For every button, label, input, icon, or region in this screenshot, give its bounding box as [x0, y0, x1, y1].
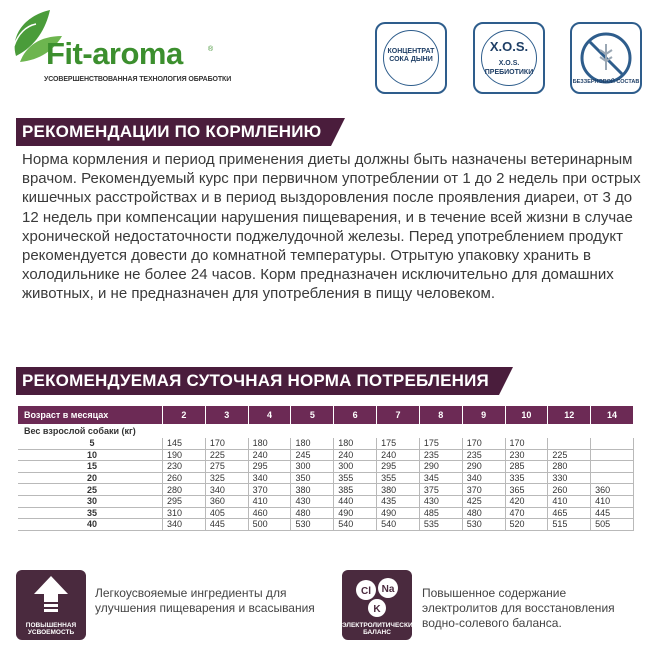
digestibility-text: Легкоусвояемые ингредиенты для улучшения пищеварения и всасывания	[95, 586, 315, 615]
table-header-row	[18, 406, 634, 424]
weight-cell: 10	[18, 449, 163, 461]
daily-norm-table	[18, 406, 634, 531]
norm-value-cell: 540	[377, 519, 420, 531]
norm-value-cell: 430	[419, 495, 462, 507]
norm-value-cell: 335	[505, 472, 548, 484]
norm-value-cell: 445	[205, 519, 248, 531]
badge-xos-line3: ПРЕБИОТИКИ	[484, 69, 534, 76]
feeding-text: Норма кормления и период применения диеты должны быть назначены ветеринарным врачом. Рекомендуемый курс при первичном употреблении от 1 до 2 недель при острых кишечных расстройствах и в период выздоровления после проявления диареи, от 3 до 12 недель при компенсации нарушения пищеварения, и в течение всей жизни в случае хронической недостаточности поджелудочной железы. Перед употреблением продукт рекомендуется довести до комнатной температуры. Отрытую упаковку хранить в холодильнике не более 24 часов. Корм предназначен исключительно для домашних животных, и не предназначен для употребления в пищу человеком.	[22, 151, 641, 303]
month-header: 14	[591, 406, 634, 424]
norm-value-cell: 235	[462, 449, 505, 461]
norm-value-cell: 435	[377, 495, 420, 507]
weight-cell: 25	[18, 484, 163, 496]
norm-value-cell: 540	[334, 519, 377, 531]
norm-value-cell: 295	[248, 461, 291, 473]
norm-value-cell: 190	[163, 449, 206, 461]
weight-cell: 40	[18, 519, 163, 531]
badge-xos-title: X.O.S.	[489, 39, 529, 54]
norm-value-cell: 260	[548, 484, 591, 496]
norm-value-cell: 240	[248, 449, 291, 461]
norm-value-cell: 410	[548, 495, 591, 507]
norm-value-cell: 280	[163, 484, 206, 496]
table-row	[18, 507, 634, 519]
electrolyte-text: Повышенное содержание электролитов для восстановления водно-солевого баланса.	[422, 586, 615, 630]
weight-label: Вес взрослой собаки (кг)	[24, 426, 136, 436]
norm-value-cell: 445	[591, 507, 634, 519]
norm-value-cell: 505	[591, 519, 634, 531]
month-header: 5	[291, 406, 334, 424]
weight-cell: 5	[18, 438, 163, 449]
norm-value-cell: 340	[248, 472, 291, 484]
norm-value-cell: 360	[591, 484, 634, 496]
weight-cell: 15	[18, 461, 163, 473]
month-header: 3	[205, 406, 248, 424]
norm-value-cell: 355	[334, 472, 377, 484]
norm-value-cell: 300	[334, 461, 377, 473]
age-label: Возраст в месяцах	[18, 406, 163, 424]
norm-value-cell: 295	[377, 461, 420, 473]
norm-value-cell: 370	[462, 484, 505, 496]
brand-logo	[6, 6, 232, 86]
norm-value-cell: 245	[291, 449, 334, 461]
feeding-section-title: РЕКОМЕНДАЦИИ ПО КОРМЛЕНИЮ	[16, 118, 331, 146]
norm-value-cell: 530	[462, 519, 505, 531]
norm-value-cell	[591, 449, 634, 461]
norm-value-cell: 480	[462, 507, 505, 519]
norm-value-cell: 410	[591, 495, 634, 507]
norm-value-cell: 410	[248, 495, 291, 507]
norm-value-cell: 385	[334, 484, 377, 496]
norm-value-cell: 465	[548, 507, 591, 519]
norm-value-cell: 145	[163, 438, 206, 449]
table-row	[18, 438, 634, 449]
table-row	[18, 484, 634, 496]
month-header: 6	[334, 406, 377, 424]
norm-value-cell: 225	[548, 449, 591, 461]
norm-value-cell	[591, 438, 634, 449]
norm-value-cell: 260	[163, 472, 206, 484]
badge-grain-free-label: БЕЗЗЕРНОВОЙ СОСТАВ	[572, 79, 640, 85]
norm-value-cell: 240	[377, 449, 420, 461]
norm-value-cell: 355	[377, 472, 420, 484]
digestibility-badge	[16, 570, 86, 640]
month-header: 12	[548, 406, 591, 424]
norm-value-cell: 380	[291, 484, 334, 496]
norm-value-cell: 490	[377, 507, 420, 519]
month-header: 7	[377, 406, 420, 424]
norm-value-cell: 480	[291, 507, 334, 519]
norm-value-cell: 515	[548, 519, 591, 531]
norm-value-cell	[591, 461, 634, 473]
norm-value-cell: 310	[163, 507, 206, 519]
weight-cell: 35	[18, 507, 163, 519]
norm-value-cell: 170	[205, 438, 248, 449]
electrolyte-label: ЭЛЕКТРОЛИТИЧЕСКИЙ БАЛАНС	[342, 622, 418, 636]
table-row	[18, 472, 634, 484]
norm-value-cell: 430	[291, 495, 334, 507]
chem-cl: Cl	[361, 586, 371, 597]
badge-xos-prebiotics	[473, 22, 545, 94]
badge-xos-line2: X.O.S.	[498, 60, 520, 67]
norm-value-cell: 365	[505, 484, 548, 496]
norm-value-cell: 235	[419, 449, 462, 461]
badge-melon-line2: СОКА ДЫНИ	[389, 56, 433, 63]
table-row	[18, 449, 634, 461]
norm-value-cell: 170	[462, 438, 505, 449]
norm-value-cell: 535	[419, 519, 462, 531]
badge-grain-free	[570, 22, 642, 94]
norm-value-cell: 530	[291, 519, 334, 531]
norm-value-cell: 175	[419, 438, 462, 449]
table-row	[18, 495, 634, 507]
norm-value-cell: 340	[205, 484, 248, 496]
norm-value-cell	[591, 472, 634, 484]
norm-value-cell: 380	[377, 484, 420, 496]
norm-value-cell: 340	[462, 472, 505, 484]
table-row	[18, 519, 634, 531]
chem-na: Na	[381, 584, 395, 595]
table-row	[18, 461, 634, 473]
logo-wordmark: Fit-aroma	[46, 36, 183, 71]
norm-value-cell: 325	[205, 472, 248, 484]
norm-value-cell: 230	[505, 449, 548, 461]
badge-melon-juice	[375, 22, 447, 94]
badge-melon-line1: КОНЦЕНТРАТ	[387, 48, 435, 55]
norm-value-cell: 375	[419, 484, 462, 496]
electrolyte-molecule-icon	[342, 572, 412, 624]
norm-value-cell: 470	[505, 507, 548, 519]
month-header: 2	[163, 406, 206, 424]
norm-value-cell: 520	[505, 519, 548, 531]
norm-value-cell: 295	[163, 495, 206, 507]
norm-value-cell: 290	[462, 461, 505, 473]
norm-value-cell: 240	[334, 449, 377, 461]
arrow-up-icon	[16, 572, 86, 622]
norm-value-cell: 460	[248, 507, 291, 519]
chem-k: K	[373, 604, 381, 615]
month-header: 9	[462, 406, 505, 424]
norm-value-cell: 285	[505, 461, 548, 473]
norm-value-cell: 170	[505, 438, 548, 449]
norm-value-cell: 370	[248, 484, 291, 496]
norm-value-cell: 275	[205, 461, 248, 473]
norm-value-cell: 345	[419, 472, 462, 484]
month-header: 4	[248, 406, 291, 424]
month-header: 10	[505, 406, 548, 424]
norm-value-cell: 425	[462, 495, 505, 507]
norm-value-cell: 175	[377, 438, 420, 449]
norm-value-cell: 440	[334, 495, 377, 507]
norm-value-cell: 420	[505, 495, 548, 507]
norm-section-title: РЕКОМЕНДУЕМАЯ СУТОЧНАЯ НОРМА ПОТРЕБЛЕНИЯ	[16, 367, 499, 395]
norm-value-cell: 405	[205, 507, 248, 519]
norm-value-cell: 225	[205, 449, 248, 461]
electrolyte-badge	[342, 570, 418, 640]
norm-value-cell: 300	[291, 461, 334, 473]
weight-cell: 20	[18, 472, 163, 484]
norm-value-cell: 500	[248, 519, 291, 531]
norm-value-cell: 340	[163, 519, 206, 531]
norm-value-cell: 490	[334, 507, 377, 519]
norm-value-cell: 180	[248, 438, 291, 449]
weight-label-row	[18, 424, 634, 438]
month-header: 8	[419, 406, 462, 424]
logo-tagline: УСОВЕРШЕНСТВОВАННАЯ ТЕХНОЛОГИЯ ОБРАБОТКИ	[44, 76, 232, 83]
norm-value-cell: 180	[334, 438, 377, 449]
norm-value-cell: 360	[205, 495, 248, 507]
norm-value-cell	[548, 438, 591, 449]
norm-value-cell: 180	[291, 438, 334, 449]
norm-value-cell: 280	[548, 461, 591, 473]
norm-value-cell: 290	[419, 461, 462, 473]
weight-cell: 30	[18, 495, 163, 507]
norm-value-cell: 350	[291, 472, 334, 484]
norm-value-cell: 330	[548, 472, 591, 484]
norm-value-cell: 230	[163, 461, 206, 473]
digestibility-label: ПОВЫШЕННАЯ УСВОЕМОСТЬ	[25, 622, 77, 636]
logo-registered-mark: ®	[208, 46, 214, 53]
norm-value-cell: 485	[419, 507, 462, 519]
